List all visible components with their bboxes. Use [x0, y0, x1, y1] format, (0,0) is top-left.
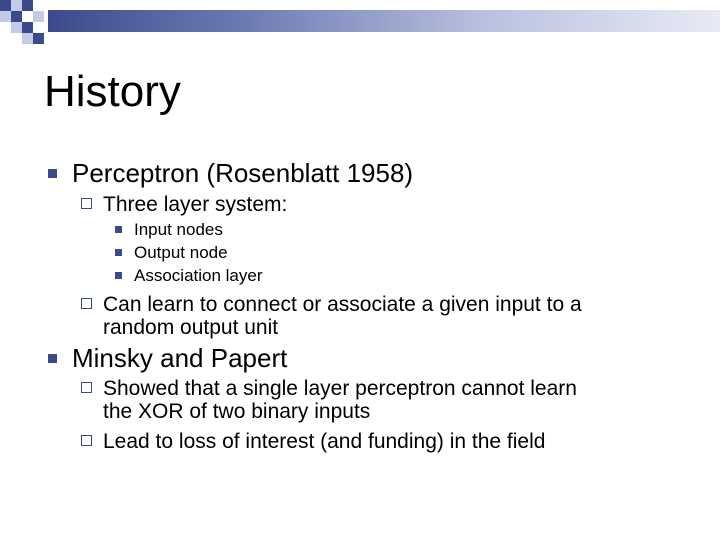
bullet-text: Perceptron (Rosenblatt 1958) [72, 158, 414, 188]
sub-bullet-item [103, 193, 683, 216]
sub-sub-bullet-text: Input nodes [134, 220, 223, 239]
slide-title: History [44, 67, 181, 116]
checker-square [11, 22, 22, 33]
sub-bullet-text: Three layer system: [103, 193, 288, 216]
checker-square [0, 11, 11, 22]
bullet-item [72, 343, 287, 373]
checker-square [22, 22, 33, 33]
sub-sub-bullet-item [134, 266, 263, 286]
square-bullet-icon [115, 226, 122, 233]
sub-bullet-item [103, 430, 683, 453]
sub-bullet-text-line: Showed that a single layer perceptron cannot learn [103, 377, 577, 400]
sub-bullet-item [103, 377, 683, 423]
checker-square [0, 0, 11, 11]
sub-sub-bullet-text: Output node [134, 243, 228, 262]
bullet-text: Minsky and Papert [72, 343, 288, 373]
hollow-square-bullet-icon [81, 382, 92, 393]
square-bullet-icon [48, 169, 57, 178]
hollow-square-bullet-icon [81, 198, 92, 209]
sub-sub-bullet-item [134, 243, 228, 263]
sub-bullet-text-line: the XOR of two binary inputs [103, 400, 371, 423]
sub-bullet-text-line: Can learn to connect or associate a given input to a [103, 293, 582, 316]
square-bullet-icon [115, 272, 122, 279]
sub-bullet-text-line: random output unit [103, 316, 279, 339]
checker-square [33, 33, 44, 44]
sub-bullet-item [103, 293, 683, 339]
checker-square [33, 11, 44, 22]
sub-sub-bullet-item [134, 220, 223, 240]
checker-square [11, 0, 22, 11]
checker-square [11, 11, 22, 22]
sub-bullet-text: Lead to loss of interest (and funding) in the field [103, 430, 546, 453]
sub-sub-bullet-text: Association layer [134, 266, 263, 285]
hollow-square-bullet-icon [81, 435, 92, 446]
checker-square [22, 0, 33, 11]
square-bullet-icon [115, 249, 122, 256]
header-gradient-band [48, 10, 720, 32]
bullet-item [72, 158, 413, 188]
hollow-square-bullet-icon [81, 298, 92, 309]
checker-square [22, 33, 33, 44]
square-bullet-icon [48, 354, 57, 363]
